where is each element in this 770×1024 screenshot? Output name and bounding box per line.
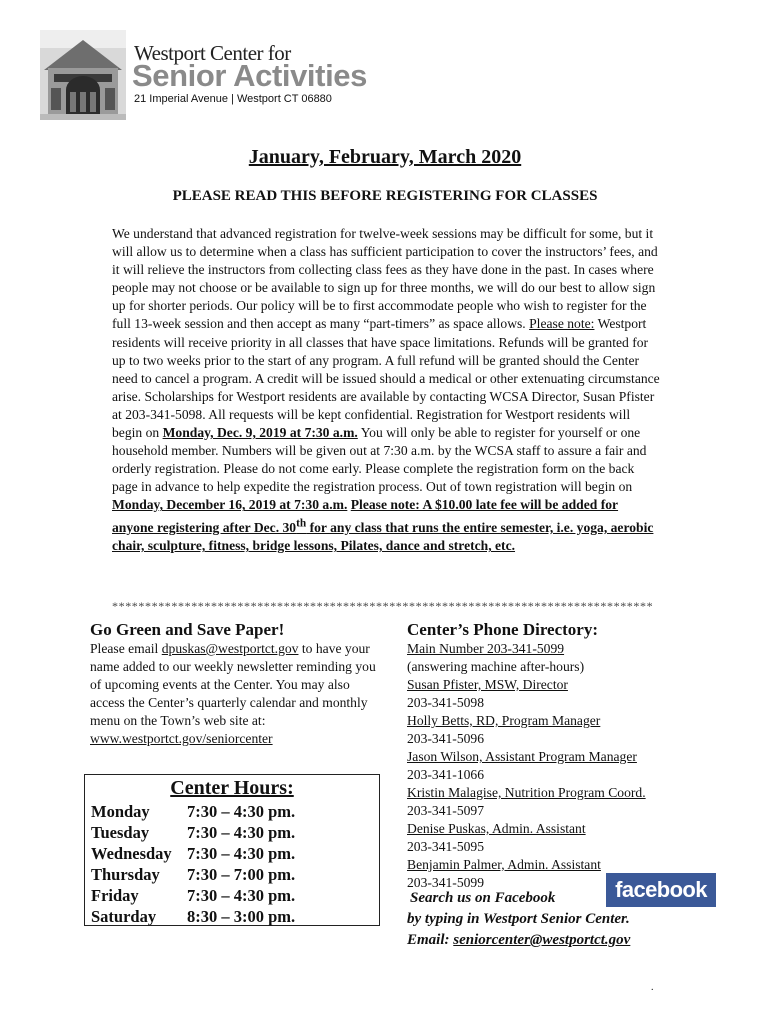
- please-note-label: Please note:: [529, 316, 595, 332]
- contact-email-link[interactable]: seniorcenter@westportct.gov: [453, 932, 631, 948]
- directory-phone: 203-341-1066: [407, 767, 485, 782]
- directory-name: Benjamin Palmer, Admin. Assistant: [407, 857, 601, 872]
- hours-day: Monday: [91, 802, 150, 821]
- hours-day: Thursday: [91, 865, 160, 884]
- main-number: Main Number 203-341-5099: [407, 641, 565, 656]
- document-subtitle: PLEASE READ THIS BEFORE REGISTERING FOR CLASSES: [172, 188, 598, 204]
- directory-phone: 203-341-5096: [407, 731, 485, 746]
- hours-row: [91, 801, 295, 822]
- hours-time: 7:30 – 4:30 pm.: [187, 823, 296, 842]
- hours-time: 8:30 – 3:00 pm.: [187, 907, 296, 926]
- center-hours-table: [91, 801, 295, 927]
- main-number-note: (answering machine after-hours): [407, 659, 585, 674]
- go-green-text: [90, 640, 380, 749]
- out-of-town-registration-date: Monday, December 16, 2019 at 7:30 a.m.: [112, 497, 348, 513]
- facebook-line2: by typing in Westport Senior Center.: [407, 911, 630, 927]
- facebook-logo[interactable]: facebook: [606, 873, 716, 907]
- hours-time: 7:30 – 4:30 pm.: [187, 844, 296, 863]
- registration-policy: [112, 225, 662, 555]
- resident-registration-date: Monday, Dec. 9, 2019 at 7:30 a.m.: [162, 425, 358, 441]
- directory-phone: 203-341-5099: [407, 875, 485, 890]
- policy-text-1: We understand that advanced registration for twelve-week sessions may be difficult for some, but it will allow us to determine when a class has sufficient participation to cover the instructors’ fees, and it will relieve the instructors from collecting class fees as they have done in the past. In cases where people may not choose or be available to sign up for three months, we will do our best to allow sign up for shorter periods. Our policy will be to first accommodate people who wish to register for the full 13-week session and then accept as many “part-timers” as space allows.: [112, 226, 658, 332]
- website-link[interactable]: www.westportct.gov/seniorcenter: [90, 731, 273, 747]
- org-address: 21 Imperial Avenue | Westport CT 06880: [134, 93, 332, 105]
- late-fee-text-b: for any class that runs the entire semester, i.e. yoga, aerobic chair, sculpture, fitness, bridge lessons, Pilates, dance and stretch, etc.: [112, 520, 654, 554]
- directory-name: Susan Pfister, MSW, Director: [407, 677, 568, 692]
- policy-text-3: You will only be able to register for yourself or one household member. Numbers will be given out at 7:30 a.m. by the WCSA staff to assure a fair and orderly registration. Please do not come early. Please complete the registration form on the back page in advance to help expedite the registration process. Out of town registration will begin on: [112, 425, 647, 495]
- hours-row: [91, 885, 295, 906]
- facebook-search-text: [407, 888, 630, 951]
- late-fee-superscript: th: [296, 517, 307, 530]
- email-label: Email:: [407, 932, 454, 948]
- go-green-text-a: Please email: [90, 641, 162, 656]
- directory-phone: 203-341-5095: [407, 839, 485, 854]
- hours-row: [91, 906, 295, 927]
- phone-directory-heading: Center’s Phone Directory:: [407, 620, 599, 639]
- hours-day: Saturday: [91, 907, 157, 926]
- center-building-logo: [40, 30, 126, 120]
- hours-row: [91, 864, 295, 885]
- directory-name: Jason Wilson, Assistant Program Manager: [407, 749, 637, 764]
- phone-directory-list: [407, 640, 687, 892]
- policy-text-2: Westport residents will receive priority in all classes that have space limitations. Refunds will be granted for up to two weeks prior to the start of any program. A full refund will be granted should the Center need to cancel a program. A credit will be issued should a medical or other extenuating circumstance arise. Scholarships for Westport residents are available by contacting WCSA Director, Susan Pfister at 203-341-5098. All requests will be kept confidential. Registration for Westport residents will begin on: [112, 316, 660, 441]
- center-hours-heading: Center Hours:: [170, 777, 294, 799]
- hours-time: 7:30 – 4:30 pm.: [187, 886, 296, 905]
- center-hours-box: [84, 774, 380, 926]
- late-fee-text-a: Please note: A $10.00 late fee will be added for anyone registering after Dec. 30: [112, 497, 619, 536]
- org-name-line2: Senior Activities: [132, 58, 367, 93]
- newsletter-email-link[interactable]: dpuskas@westportct.gov: [161, 641, 299, 656]
- hours-day: Tuesday: [91, 823, 150, 842]
- directory-phone: 203-341-5097: [407, 803, 485, 818]
- document-title: January, February, March 2020: [248, 146, 522, 168]
- facebook-line1: Search us on Facebook: [410, 890, 556, 906]
- directory-name: Kristin Malagise, Nutrition Program Coord.: [407, 785, 646, 800]
- hours-day: Wednesday: [91, 844, 172, 863]
- hours-day: Friday: [91, 886, 139, 905]
- policy-paragraph: [112, 225, 662, 555]
- hours-time: 7:30 – 4:30 pm.: [187, 802, 296, 821]
- contact-email-line: [407, 930, 630, 951]
- org-name-line1: Westport Center for: [134, 41, 291, 65]
- hours-row: [91, 822, 295, 843]
- star-divider: **********************************************************************************: [112, 599, 654, 613]
- go-green-text-b: to have your name added to our weekly newsletter reminding you of upcoming events at the Center. You may also access the Center’s quarterly calendar and monthly menu on the Town’s web site at:: [90, 641, 376, 729]
- go-green-heading: Go Green and Save Paper!: [90, 620, 285, 639]
- directory-name: Holly Betts, RD, Program Manager: [407, 713, 601, 728]
- directory-phone: 203-341-5098: [407, 695, 485, 710]
- hours-time: 7:30 – 7:00 pm.: [187, 865, 296, 884]
- hours-row: [91, 843, 295, 864]
- directory-name: Denise Puskas, Admin. Assistant: [407, 821, 586, 836]
- footer-mark: .: [651, 982, 654, 993]
